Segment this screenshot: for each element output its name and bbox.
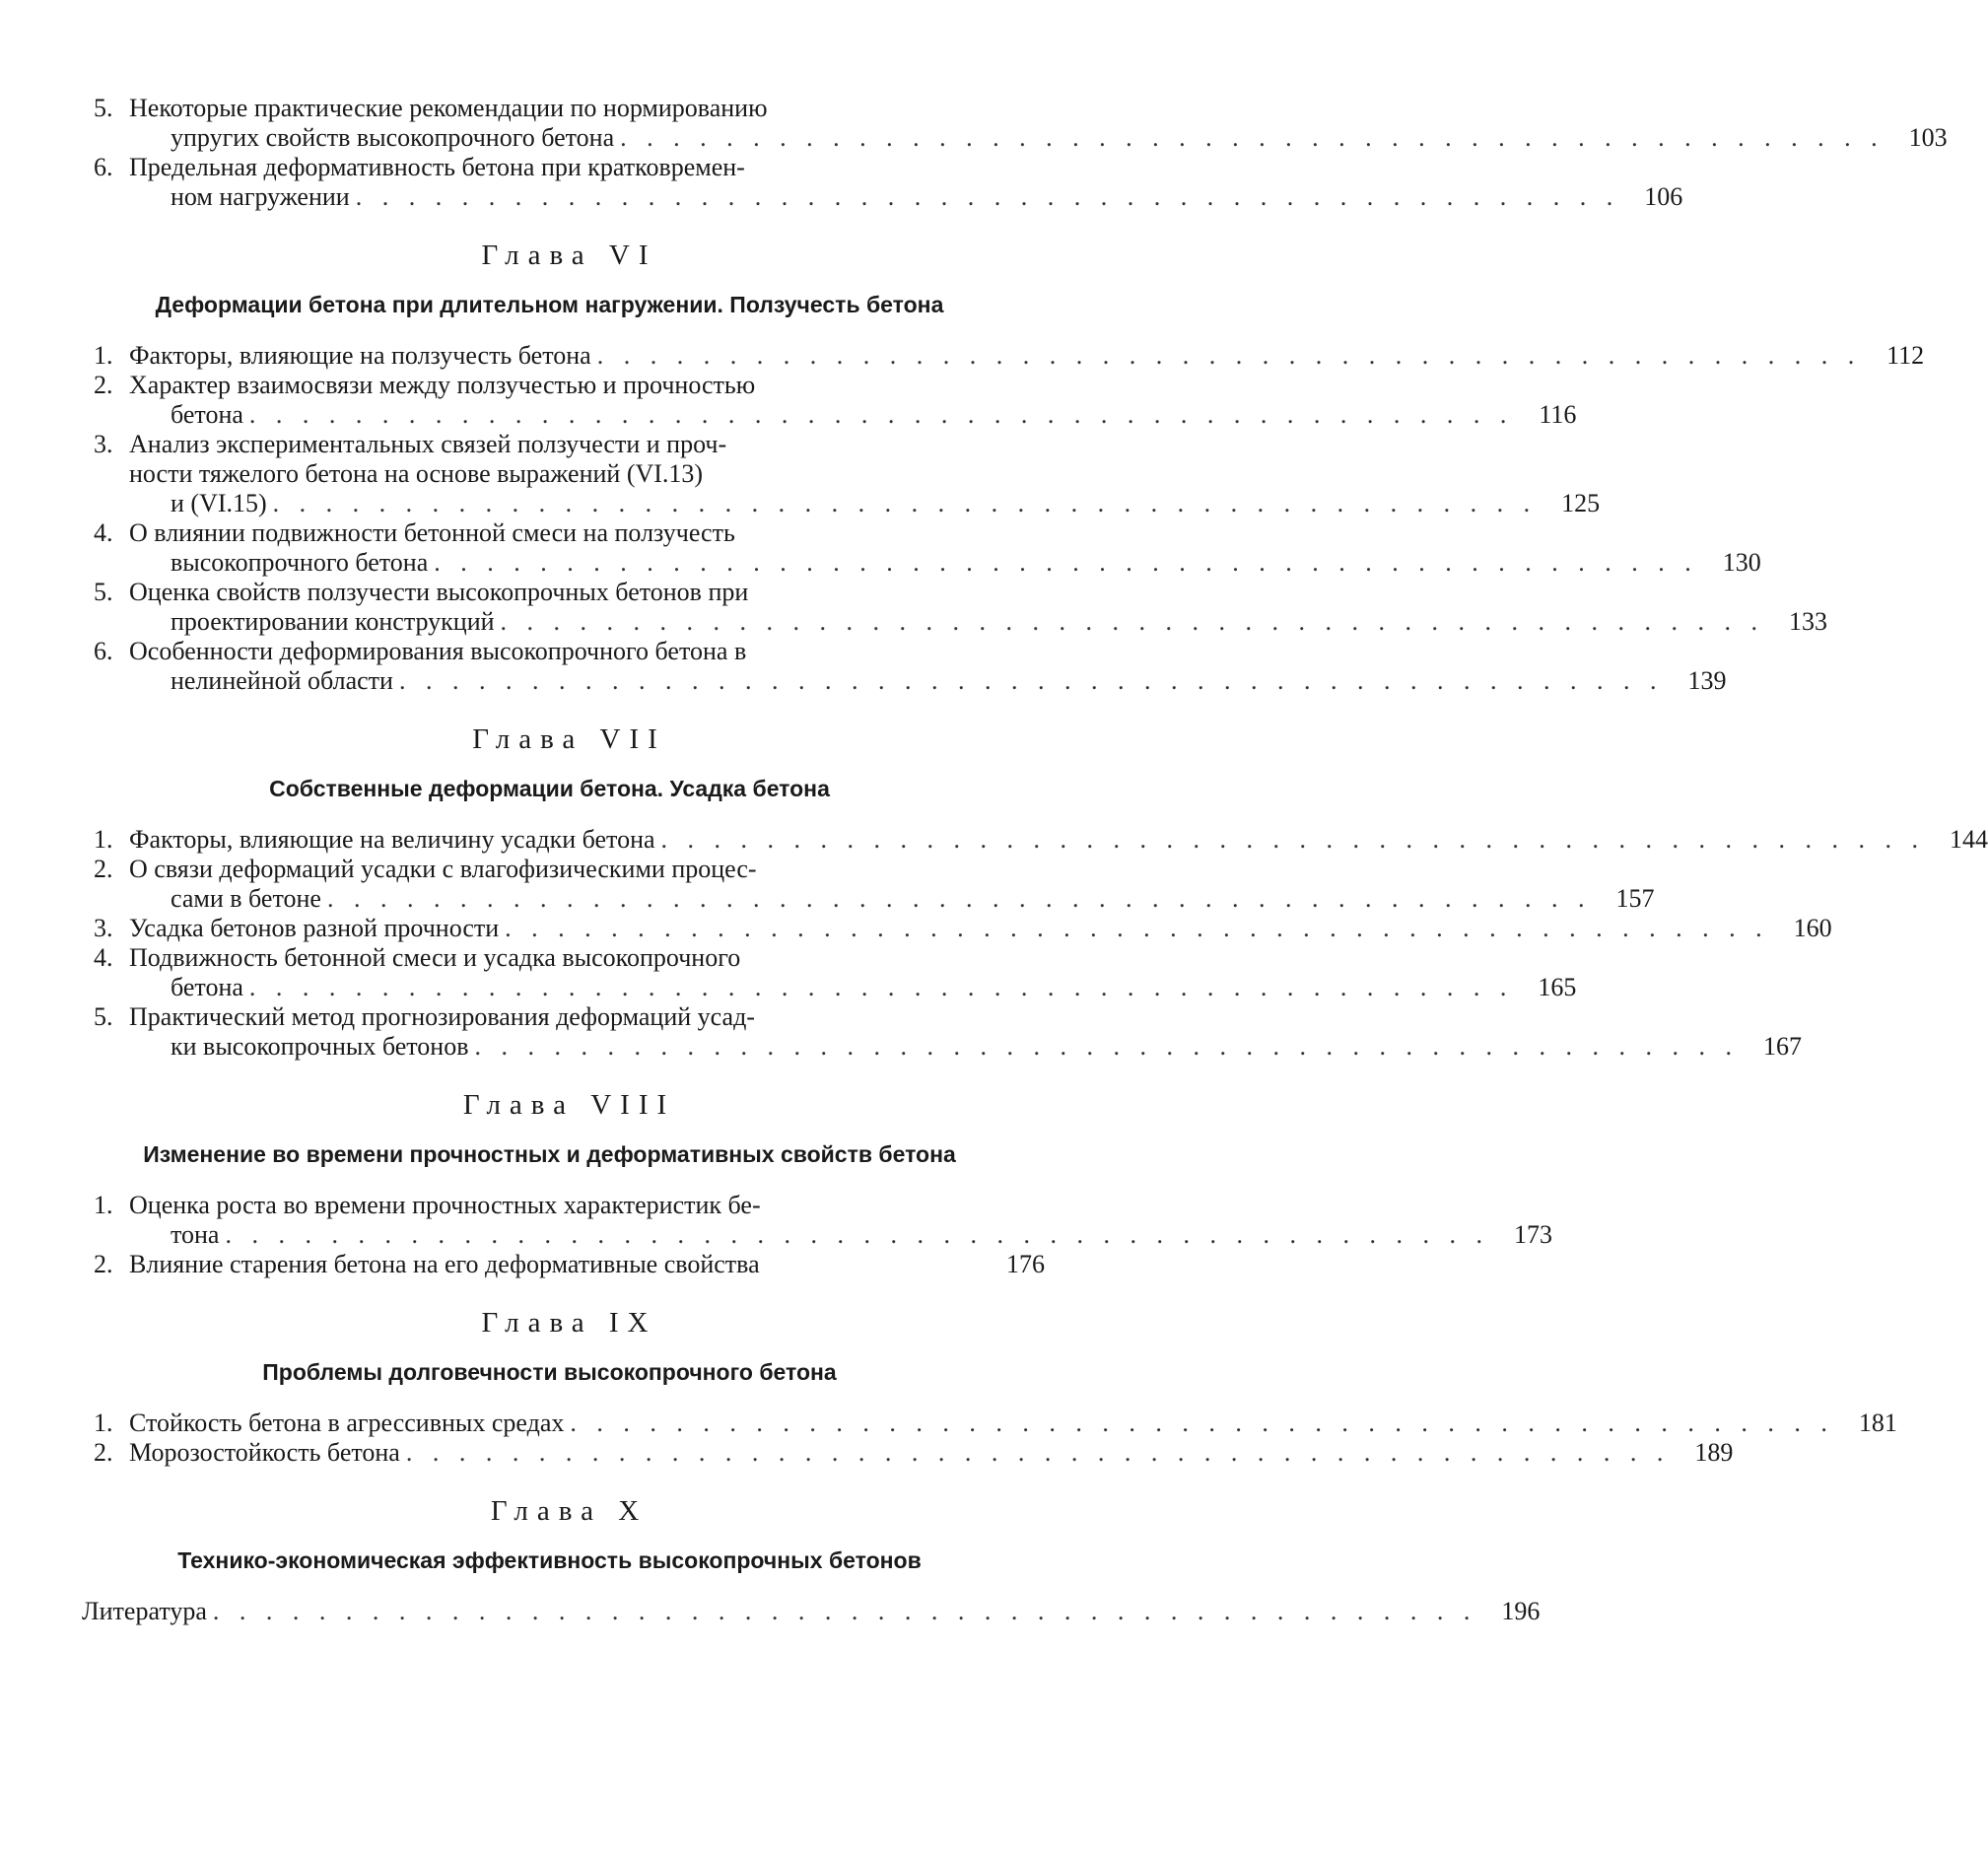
entry-number: 4. [94,518,113,547]
entry-text-line: бетона [171,400,243,429]
literature-label: Литература [82,1597,207,1625]
page-number: 196 [1501,1597,1541,1625]
entry-body [129,578,1828,637]
entry-last-line [129,489,1601,518]
chapter-title: Изменение во времени прочностных и деформативных свойств бетона [143,1141,956,1167]
entry-body [129,825,1988,855]
entry-body [129,1250,1045,1279]
entry-body [129,1002,1802,1062]
page-number: 181 [1858,1408,1897,1437]
entry-text-line: ки высокопрочных бетонов [171,1032,469,1061]
entry-text-line: Характер взаимосвязи между ползучестью и прочностью [129,371,756,399]
entry-last-line [129,400,1577,430]
page-number: 139 [1687,666,1727,695]
toc-entry [94,855,1655,914]
page-number: 103 [1908,123,1948,152]
entry-last-line [129,341,1925,371]
entry-text-line: Особенности деформирования высокопрочного бетона в [129,637,747,665]
dot-leader: . . . . . . . . . . . . . . . . . . . . . . . . . . . . . . . . . . . . . . . . . . . . . . . . [505,914,1769,942]
entry-number: 6. [94,153,113,181]
toc-entry [94,825,1988,855]
entry-text-line: Практический метод прогнозирования деформаций усад- [129,1002,755,1031]
entry-text-line: Факторы, влияющие на ползучесть бетона [129,341,591,370]
entry-text-line: бетона [171,973,243,1001]
dot-leader: . . . . . . . . . . . . . . . . . . . . . . . . . . . . . . . . . . . . . . . . . . . . . . . . [248,400,1514,429]
chapter-section [94,1495,1045,1575]
chapter-heading: Глава VI [481,240,657,271]
entry-text-line: Факторы, влияющие на величину усадки бетона [129,825,655,854]
entry-number: 2. [94,1250,113,1278]
dot-leader: . . . . . . . . . . . . . . . . . . . . . . . . . . . . . . . . . . . . . . . . . . . . . . . . [500,607,1765,636]
entry-last-line [129,607,1828,637]
chapter-title: Технико-экономическая эффективность высокопрочных бетонов [177,1547,922,1573]
entry-number: 5. [94,1002,113,1031]
dot-leader: . . . . . . . . . . . . . . . . . . . . . . . . . . . . . . . . . . . . . . . . . . . . . . . . [355,182,1620,211]
entry-text-line: Оценка свойств ползучести высокопрочных бетонов при [129,578,749,606]
chapter-title: Проблемы долговечности высокопрочного бетона [262,1359,837,1385]
toc-entry [94,371,1577,430]
entry-body [129,341,1925,371]
entry-text-line: Оценка роста во времени прочностных характеристик бе- [129,1191,761,1219]
entry-body [129,1191,1552,1250]
entry-text-line: и (VI.15) [171,489,267,517]
entry-text-line: О влиянии подвижности бетонной смеси на ползучесть [129,518,735,547]
toc-entry [94,341,1925,371]
entry-body [129,914,1832,943]
dot-leader: . . . . . . . . . . . . . . . . . . . . . . . . . . . . . . . . . . . . . . . . . . . . . . . . [225,1220,1489,1249]
entry-body [82,1597,1541,1626]
page-number: 144 [1950,825,1988,854]
entry-text-line: ном нагружении [171,182,350,211]
entry-number: 3. [94,430,113,458]
dot-leader: . . . . . . . . . . . . . . . . . . . . . . . . . . . . . . . . . . . . . . . . . . . . . . . . [405,1438,1671,1467]
entry-text-line: Анализ экспериментальных связей ползучести и проч- [129,430,727,458]
entry-body [129,153,1683,212]
chapter-title: Собственные деформации бетона. Усадка бетона [269,776,830,801]
entry-body [129,1408,1897,1438]
page-number: 133 [1789,607,1828,636]
toc-entry [94,1250,1045,1279]
dot-leader: . . . . . . . . . . . . . . . . . . . . . . . . . . . . . . . . . . . . . . . . . . . . . . . . [570,1408,1834,1437]
entry-body [129,1438,1734,1468]
entry-last-line [82,1597,1541,1626]
dot-leader: . . . . . . . . . . . . . . . . . . . . . . . . . . . . . . . . . . . . . . . . . . . . . . . . [474,1032,1739,1061]
toc-entry [94,1002,1802,1062]
toc-entry [94,578,1828,637]
page-number: 106 [1644,182,1683,211]
entry-number: 5. [94,578,113,606]
entry-body [129,943,1577,1002]
toc-entry [94,1408,1897,1438]
toc-entry [94,153,1683,212]
entry-text-line: Подвижность бетонной смеси и усадка высокопрочного [129,943,741,972]
entry-number: 1. [94,341,113,370]
entry-text-line: Стойкость бетона в агрессивных средах [129,1408,565,1437]
page-number: 165 [1538,973,1577,1001]
entry-number: 2. [94,855,113,883]
page-number: 167 [1762,1032,1802,1061]
entry-last-line [129,1408,1897,1438]
chapter-section [94,1307,1897,1468]
entry-last-line [129,1032,1802,1062]
entry-body [129,637,1727,696]
dot-leader: . . . . . . . . . . . . . . . . . . . . . . . . . . . . . . . . . . . . . . . . . . . . . . . . [212,1597,1477,1625]
entry-text-line: нелинейной области [171,666,393,695]
page-number: 189 [1694,1438,1734,1467]
entry-text-line: О связи деформаций усадки с влагофизическими процес- [129,855,757,883]
entry-number: 3. [94,914,113,942]
page-number: 112 [1886,341,1925,370]
dot-leader: . . . . . . . . . . . . . . . . . . . . . . . . . . . . . . . . . . . . . . . . . . . . . . . . [398,666,1664,695]
chapter-heading: Глава IX [481,1307,657,1339]
entry-last-line [129,1250,1045,1279]
page-number: 130 [1722,548,1761,577]
dot-leader: . . . . . . . . . . . . . . . . . . . . . . . . . . . . . . . . . . . . . . . . . . . . . . . . [660,825,1926,854]
entry-text-line: тона [171,1220,220,1249]
entry-number: 2. [94,1438,113,1467]
entry-text-line: упругих свойств высокопрочного бетона [171,123,615,152]
entry-last-line [129,548,1761,578]
entry-text-line: ности тяжелого бетона на основе выражений (VI.13) [129,459,704,488]
entry-last-line [129,825,1988,855]
entry-last-line [129,914,1832,943]
chapter-title: Деформации бетона при длительном нагружении. Ползучесть бетона [155,292,944,317]
toc-entry [94,914,1832,943]
chapter-heading: Глава VIII [462,1089,676,1121]
entry-last-line [129,123,1948,153]
entry-text-line: проектировании конструкций [171,607,495,636]
chapter-heading: Глава X [490,1495,649,1527]
dot-leader: . . . . . . . . . . . . . . . . . . . . . . . . . . . . . . . . . . . . . . . . . . . . . . . . [272,489,1538,517]
dot-leader: . . . . . . . . . . . . . . . . . . . . . . . . . . . . . . . . . . . . . . . . . . . . . . . . [620,123,1885,152]
chapter-section [94,723,1988,1062]
entry-body [129,518,1761,578]
dot-leader: . . . . . . . . . . . . . . . . . . . . . . . . . . . . . . . . . . . . . . . . . . . . . . . . [326,884,1592,913]
entry-body [129,94,1948,153]
entry-last-line [129,1438,1734,1468]
entry-number: 1. [94,1408,113,1437]
entry-body [129,371,1577,430]
entry-text-line: Предельная деформативность бетона при кратковремен- [129,153,745,181]
toc-entry [94,1191,1552,1250]
entry-text-line: Влияние старения бетона на его деформативные свойства [129,1250,760,1278]
entry-body [129,855,1655,914]
page-number: 160 [1793,914,1832,942]
entry-text-line: Усадка бетонов разной прочности [129,914,500,942]
entry-last-line [129,182,1683,212]
entry-text-line: Морозостойкость бетона [129,1438,400,1467]
entry-number: 6. [94,637,113,665]
dot-leader: . . . . . . . . . . . . . . . . . . . . . . . . . . . . . . . . . . . . . . . . . . . . . . . . [596,341,1862,370]
page-number: 116 [1539,400,1577,429]
toc-entry [94,430,1601,518]
toc-entry [94,637,1727,696]
chapter-section [94,240,1925,696]
page-number: 176 [1006,1250,1045,1278]
toc-page [82,94,1988,1828]
page-number: 125 [1561,489,1601,517]
entry-text-line: сами в бетоне [171,884,321,913]
toc-entry [94,943,1577,1002]
entry-number: 2. [94,371,113,399]
entry-text-line: высокопрочного бетона [171,548,429,577]
page-number: 173 [1513,1220,1552,1249]
entry-number: 1. [94,1191,113,1219]
toc-entry [94,518,1761,578]
entry-number: 5. [94,94,113,122]
page-number: 157 [1615,884,1655,913]
toc-entry [94,94,1948,153]
dot-leader: . . . . . . . . . . . . . . . . . . . . . . . . . . . . . . . . . . . . . . . . . . . . . . . . [248,973,1514,1001]
entry-number: 1. [94,825,113,854]
literature-entry [82,1597,1541,1626]
entry-number: 4. [94,943,113,972]
entry-last-line [129,884,1655,914]
dot-leader: . . . . . . . . . . . . . . . . . . . . . . . . . . . . . . . . . . . . . . . . . . . . . . . . [434,548,1698,577]
entry-last-line [129,973,1577,1002]
entry-text-line: Некоторые практические рекомендации по нормированию [129,94,768,122]
entry-last-line [129,1220,1552,1250]
chapter-heading: Глава VII [472,723,666,755]
chapter-section [94,1089,1552,1279]
toc-entry [94,1438,1734,1468]
entry-last-line [129,666,1727,696]
entry-body [129,430,1601,518]
